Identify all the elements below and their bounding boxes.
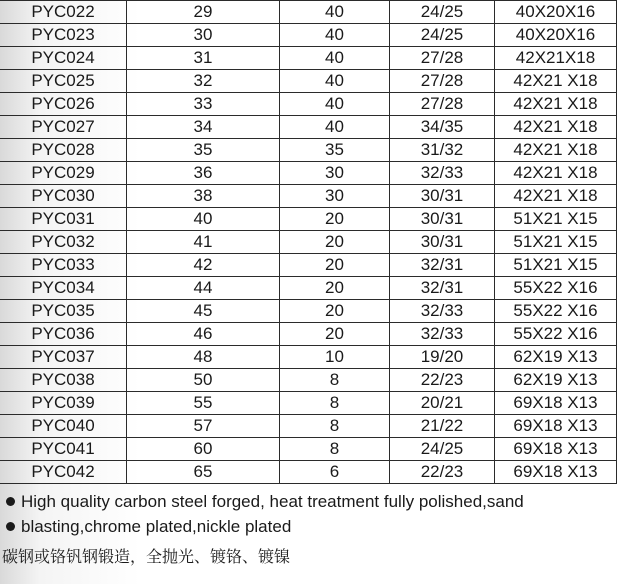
value-cell: 34 (127, 116, 280, 139)
size-cell: 69X18 X13 (495, 415, 617, 438)
value-cell: 57 (127, 415, 280, 438)
value-cell: 48 (127, 346, 280, 369)
bullet-icon (6, 497, 15, 506)
table-row (0, 461, 617, 484)
size-cell: 42X21 X18 (495, 70, 617, 93)
size-cell: 42X21 X18 (495, 116, 617, 139)
model-cell: PYC029 (0, 162, 127, 185)
size-cell: 69X18 X13 (495, 461, 617, 484)
model-cell: PYC030 (0, 185, 127, 208)
model-cell: PYC024 (0, 47, 127, 70)
value-cell: 40 (280, 47, 390, 70)
note-text: blasting,chrome plated,nickle plated (21, 517, 292, 536)
value-cell: 33 (127, 93, 280, 116)
model-cell: PYC038 (0, 369, 127, 392)
value-cell: 40 (280, 70, 390, 93)
value-cell: 24/25 (390, 24, 495, 47)
model-cell: PYC039 (0, 392, 127, 415)
value-cell: 31 (127, 47, 280, 70)
value-cell: 20 (280, 277, 390, 300)
value-cell: 65 (127, 461, 280, 484)
bullet-icon (6, 522, 15, 531)
size-cell: 40X20X16 (495, 24, 617, 47)
value-cell: 32 (127, 70, 280, 93)
size-cell: 42X21 X18 (495, 139, 617, 162)
model-cell: PYC042 (0, 461, 127, 484)
size-cell: 42X21 X18 (495, 93, 617, 116)
value-cell: 40 (280, 93, 390, 116)
table-row (0, 300, 617, 323)
size-cell: 51X21 X15 (495, 208, 617, 231)
value-cell: 20 (280, 300, 390, 323)
value-cell: 32/33 (390, 162, 495, 185)
value-cell: 30/31 (390, 208, 495, 231)
size-cell: 62X19 X13 (495, 346, 617, 369)
value-cell: 38 (127, 185, 280, 208)
value-cell: 55 (127, 392, 280, 415)
table-row (0, 277, 617, 300)
note-line (6, 514, 618, 539)
table-row (0, 323, 617, 346)
value-cell: 29 (127, 1, 280, 24)
value-cell: 27/28 (390, 47, 495, 70)
value-cell: 31/32 (390, 139, 495, 162)
value-cell: 50 (127, 369, 280, 392)
value-cell: 45 (127, 300, 280, 323)
value-cell: 20 (280, 231, 390, 254)
size-cell: 51X21 X15 (495, 254, 617, 277)
value-cell: 24/25 (390, 1, 495, 24)
value-cell: 44 (127, 277, 280, 300)
model-cell: PYC026 (0, 93, 127, 116)
table-row (0, 438, 617, 461)
value-cell: 30 (127, 24, 280, 47)
value-cell: 36 (127, 162, 280, 185)
value-cell: 41 (127, 231, 280, 254)
value-cell: 35 (280, 139, 390, 162)
value-cell: 40 (280, 24, 390, 47)
size-cell: 55X22 X16 (495, 300, 617, 323)
table-row (0, 231, 617, 254)
value-cell: 19/20 (390, 346, 495, 369)
size-cell: 42X21 X18 (495, 185, 617, 208)
value-cell: 40 (280, 116, 390, 139)
value-cell: 42 (127, 254, 280, 277)
value-cell: 30 (280, 185, 390, 208)
model-cell: PYC028 (0, 139, 127, 162)
size-cell: 42X21X18 (495, 47, 617, 70)
value-cell: 20 (280, 254, 390, 277)
table-row (0, 162, 617, 185)
size-cell: 69X18 X13 (495, 392, 617, 415)
table-row (0, 116, 617, 139)
value-cell: 8 (280, 415, 390, 438)
size-cell: 55X22 X16 (495, 277, 617, 300)
table-row (0, 392, 617, 415)
value-cell: 35 (127, 139, 280, 162)
table-row (0, 208, 617, 231)
note-text: High quality carbon steel forged, heat treatment fully polished,sand (21, 492, 524, 511)
size-cell: 55X22 X16 (495, 323, 617, 346)
value-cell: 20 (280, 208, 390, 231)
value-cell: 32/31 (390, 254, 495, 277)
model-cell: PYC035 (0, 300, 127, 323)
value-cell: 22/23 (390, 461, 495, 484)
model-cell: PYC023 (0, 24, 127, 47)
table-row (0, 139, 617, 162)
table-row (0, 415, 617, 438)
model-cell: PYC034 (0, 277, 127, 300)
model-cell: PYC041 (0, 438, 127, 461)
value-cell: 46 (127, 323, 280, 346)
value-cell: 20 (280, 323, 390, 346)
value-cell: 6 (280, 461, 390, 484)
note-line (6, 489, 618, 514)
value-cell: 30 (280, 162, 390, 185)
value-cell: 21/22 (390, 415, 495, 438)
value-cell: 8 (280, 392, 390, 415)
value-cell: 30/31 (390, 185, 495, 208)
model-cell: PYC032 (0, 231, 127, 254)
value-cell: 40 (127, 208, 280, 231)
table-row (0, 185, 617, 208)
value-cell: 22/23 (390, 369, 495, 392)
model-cell: PYC033 (0, 254, 127, 277)
model-cell: PYC037 (0, 346, 127, 369)
table-row (0, 24, 617, 47)
value-cell: 8 (280, 438, 390, 461)
value-cell: 32/31 (390, 277, 495, 300)
model-cell: PYC022 (0, 1, 127, 24)
chinese-note: 碳钢或铬钒钢锻造，全抛光、镀铬、镀镍 (2, 547, 291, 566)
size-cell: 69X18 X13 (495, 438, 617, 461)
table-row (0, 93, 617, 116)
value-cell: 20/21 (390, 392, 495, 415)
value-cell: 32/33 (390, 300, 495, 323)
model-cell: PYC027 (0, 116, 127, 139)
table-row (0, 47, 617, 70)
table-row (0, 70, 617, 93)
value-cell: 30/31 (390, 231, 495, 254)
notes-section (6, 489, 618, 539)
value-cell: 34/35 (390, 116, 495, 139)
value-cell: 10 (280, 346, 390, 369)
table-row (0, 254, 617, 277)
table-row (0, 369, 617, 392)
value-cell: 27/28 (390, 93, 495, 116)
value-cell: 24/25 (390, 438, 495, 461)
size-cell: 62X19 X13 (495, 369, 617, 392)
size-cell: 40X20X16 (495, 1, 617, 24)
table-row (0, 1, 617, 24)
value-cell: 32/33 (390, 323, 495, 346)
value-cell: 40 (280, 1, 390, 24)
size-cell: 51X21 X15 (495, 231, 617, 254)
value-cell: 8 (280, 369, 390, 392)
model-cell: PYC025 (0, 70, 127, 93)
value-cell: 60 (127, 438, 280, 461)
model-cell: PYC031 (0, 208, 127, 231)
value-cell: 27/28 (390, 70, 495, 93)
size-cell: 42X21 X18 (495, 162, 617, 185)
spec-table-body (0, 1, 617, 484)
model-cell: PYC036 (0, 323, 127, 346)
table-row (0, 346, 617, 369)
model-cell: PYC040 (0, 415, 127, 438)
